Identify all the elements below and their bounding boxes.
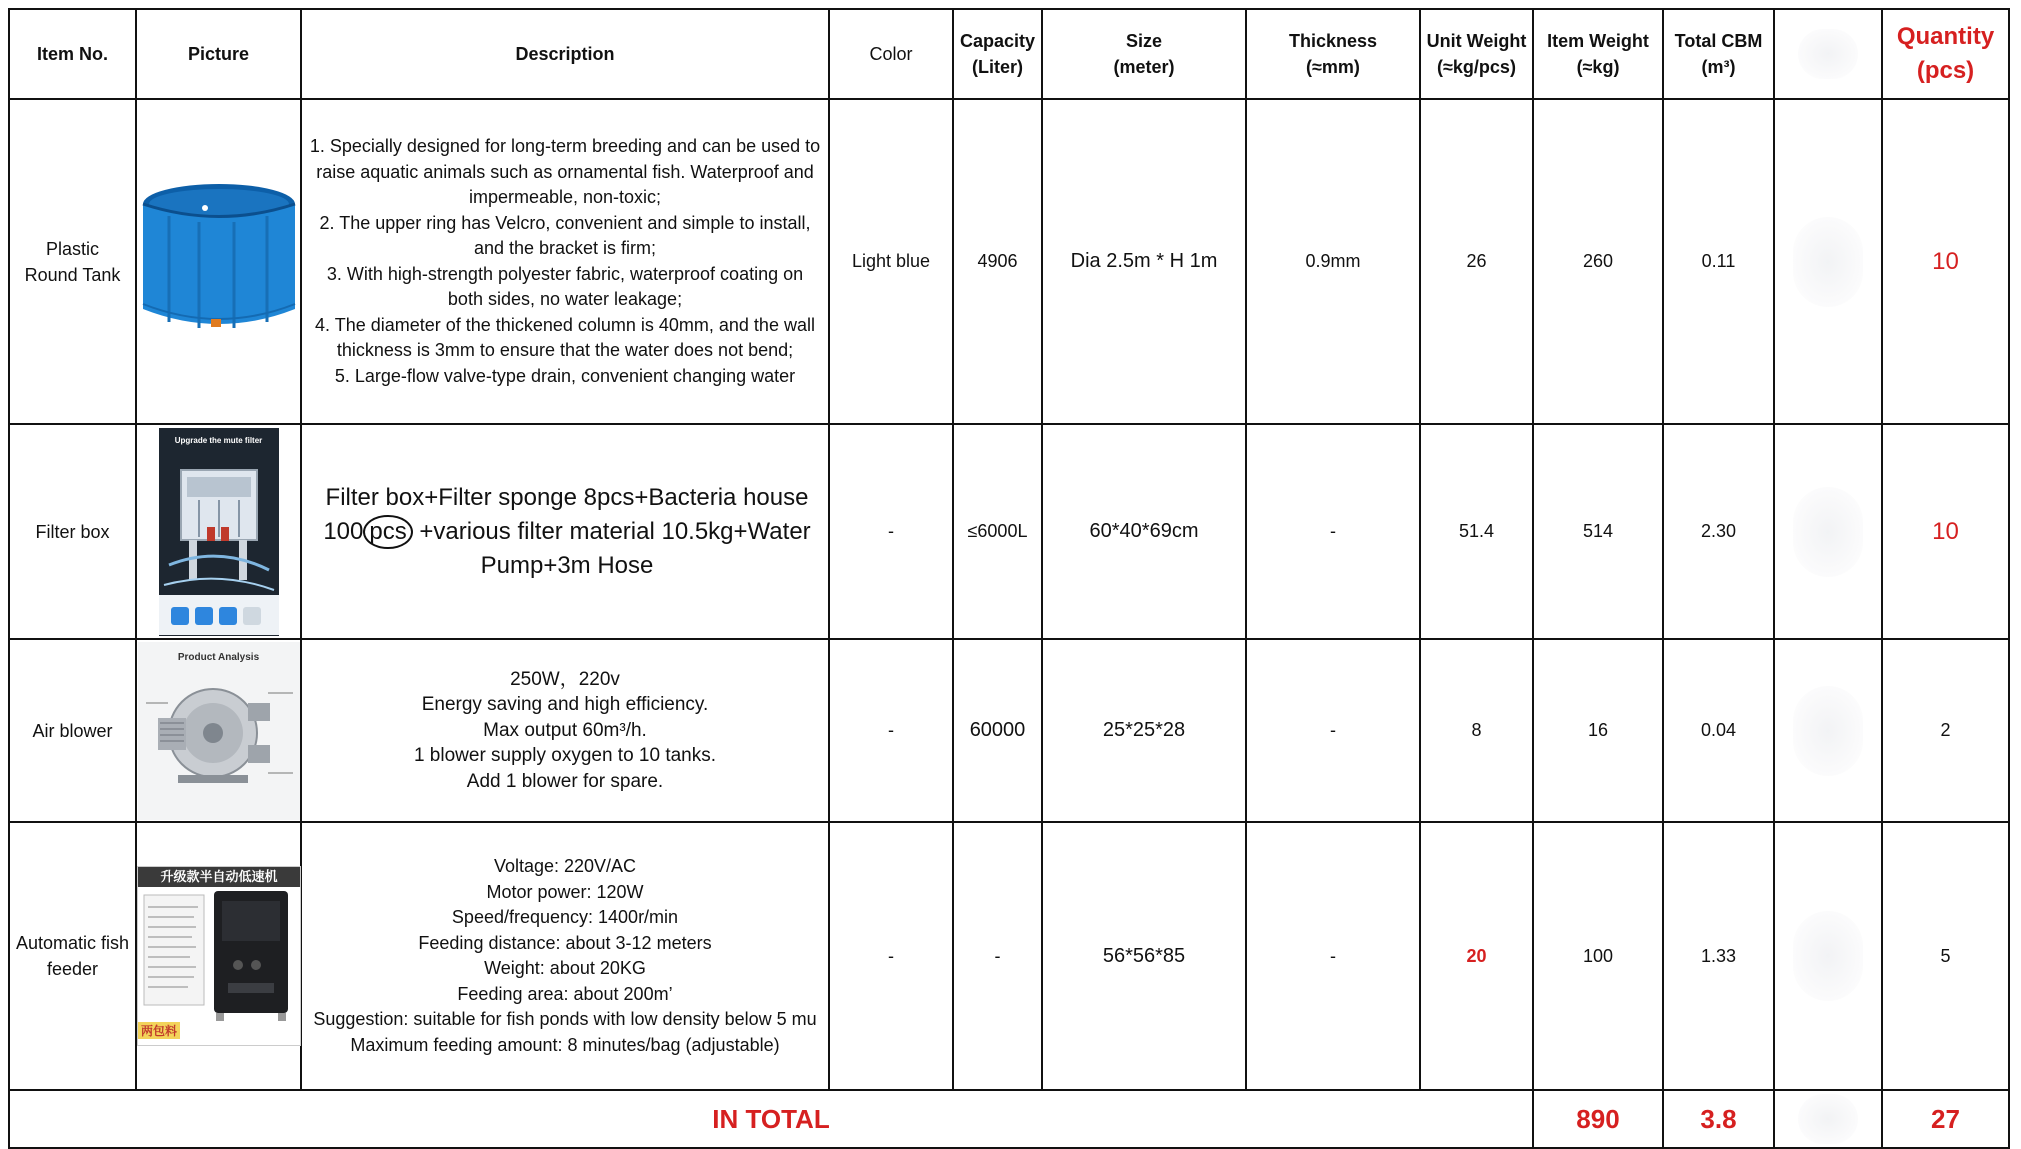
blower-image-title: Product Analysis [177,651,260,663]
description-line: Filter box+Filter sponge 8pcs+Bacteria house [325,483,809,511]
thickness-cell: - [1246,822,1420,1090]
description-line: impermeable, non-toxic; [468,187,662,207]
description-line: Maximum feeding amount: 8 minutes/bag (adjustable) [350,1034,780,1055]
item-name: Automatic fish feeder [9,822,136,1090]
quantity-cell: 10 [1882,424,2009,639]
blank-cell [1774,1090,1882,1148]
total-label: IN TOTAL [9,1090,1533,1148]
item-weight-cell: 16 [1533,639,1663,822]
blank-cell [1774,99,1882,424]
feeder-drawing [138,887,300,1025]
size-cell: 56*56*85 [1042,822,1246,1090]
header-quantity: Quantity (pcs) [1882,9,2009,99]
description-line: Max output 60m³/h. [483,719,647,741]
blurred-mark [1793,686,1863,776]
header-total-cbm: Total CBM (m³) [1663,9,1774,99]
blank-cell [1774,822,1882,1090]
capacity-cell: 4906 [953,99,1042,424]
unit-weight-cell: 8 [1420,639,1533,822]
description-line: Voltage: 220V/AC [493,856,637,876]
round-tank-image [139,174,299,344]
header-size: Size (meter) [1042,9,1246,99]
blower-drawing [138,663,300,813]
description-line: 1 blower supply oxygen to 10 tanks. [413,745,717,767]
item-weight-cell: 260 [1533,99,1663,424]
description-line: Feeding distance: about 3-12 meters [418,932,712,953]
header-capacity: Capacity (Liter) [953,9,1042,99]
blurred-mark [1793,217,1863,307]
air-blower-image [138,642,300,820]
filter-image-title: Upgrade the mute filter [174,435,263,445]
description-line: Suggestion: suitable for fish ponds with low density below 5 mu [313,1009,817,1029]
description-line: 4. The diameter of the thickened column is 40mm, and the wall [315,314,815,335]
capacity-cell: ≤6000L [953,424,1042,639]
fish-feeder-image [137,866,301,1046]
filter-box-image [159,428,279,636]
description-line: raise aquatic animals such as ornamental fish. Waterproof and [316,161,814,182]
header-description: Description [301,9,829,99]
description-cell [301,639,829,822]
item-name: Filter box [9,424,136,639]
table-row [9,822,2009,1090]
description-line: thickness is 3mm to ensure that the water does not bend; [336,340,794,360]
feeder-banner: 升级款半自动低速机 [138,867,300,887]
table-row [9,424,2009,639]
thickness-cell: - [1246,639,1420,822]
header-blank [1774,9,1882,99]
description-line: 1. Specially designed for long-term breeding and can be used to [309,136,821,156]
header-item-weight: Item Weight (≈kg) [1533,9,1663,99]
product-picture-blower [136,639,301,822]
table-row [9,99,2009,424]
description-line: 5. Large-flow valve-type drain, convenient changing water [334,365,796,386]
product-picture-filter [136,424,301,639]
unit-weight-cell: 51.4 [1420,424,1533,639]
total-cbm-cell: 0.11 [1663,99,1774,424]
blank-cell [1774,639,1882,822]
description-line: Motor power: 120W [486,881,644,902]
description-line: Add 1 blower for spare. [466,770,664,792]
blurred-mark [1793,911,1863,1001]
color-cell: Light blue [829,99,953,424]
quantity-cell: 10 [1882,99,2009,424]
blank-cell [1774,424,1882,639]
description-line: 100 pcs +various filter material 10.5kg+Water [306,515,828,549]
item-name: Plastic Round Tank [9,99,136,424]
quantity-cell: 5 [1882,822,2009,1090]
total-row [9,1090,2009,1148]
total-cbm-cell: 0.04 [1663,639,1774,822]
description-line: Weight: about 20KG [484,958,646,978]
total-item-weight: 890 [1533,1090,1663,1148]
color-cell: - [829,424,953,639]
quotation-sheet [8,8,2010,1149]
description-cell [301,99,829,424]
color-cell: - [829,639,953,822]
description-cell [301,822,829,1090]
description-line: Pump+3m Hose [480,551,654,579]
total-quantity: 27 [1882,1090,2009,1148]
blurred-mark [1793,487,1863,577]
table-row [9,639,2009,822]
blurred-mark [1798,29,1858,79]
item-weight-cell: 100 [1533,822,1663,1090]
description-line: both sides, no water leakage; [447,289,683,309]
filter-box-drawing [159,445,279,635]
capacity-cell: - [953,822,1042,1090]
description-line: Feeding area: about 200m’ [457,983,673,1004]
total-cbm-cell: 1.33 [1663,822,1774,1090]
header-thickness: Thickness (≈mm) [1246,9,1420,99]
quantity-cell: 2 [1882,639,2009,822]
header-item-no: Item No. [9,9,136,99]
unit-weight-cell: 20 [1420,822,1533,1090]
color-cell: - [829,822,953,1090]
description-line: Speed/frequency: 1400r/min [451,907,679,927]
description-line: 3. With high-strength polyester fabric, waterproof coating on [326,263,804,284]
description-line: Energy saving and high efficiency. [421,694,709,716]
description-line: and the bracket is firm; [473,238,657,258]
size-cell: Dia 2.5m * H 1m [1042,99,1246,424]
total-cbm-cell: 2.30 [1663,424,1774,639]
header-picture: Picture [136,9,301,99]
header-unit-weight: Unit Weight (≈kg/pcs) [1420,9,1533,99]
description-line: 250W，220v [510,668,620,690]
total-cbm: 3.8 [1663,1090,1774,1148]
product-picture-feeder [136,822,301,1090]
description-line: 2. The upper ring has Velcro, convenient and simple to install, [319,212,811,233]
thickness-cell: 0.9mm [1246,99,1420,424]
size-cell: 25*25*28 [1042,639,1246,822]
header-color: Color [829,9,953,99]
blurred-mark [1798,1094,1858,1144]
item-name: Air blower [9,639,136,822]
feeder-tag: 两包料 [138,1022,180,1039]
circled-annotation: pcs [363,515,412,549]
thickness-cell: - [1246,424,1420,639]
unit-weight-cell: 26 [1420,99,1533,424]
description-cell [301,424,829,639]
product-picture-tank [136,99,301,424]
header-row [9,9,2009,99]
capacity-cell: 60000 [953,639,1042,822]
item-weight-cell: 514 [1533,424,1663,639]
size-cell: 60*40*69cm [1042,424,1246,639]
product-quotation-table [8,8,2010,1149]
